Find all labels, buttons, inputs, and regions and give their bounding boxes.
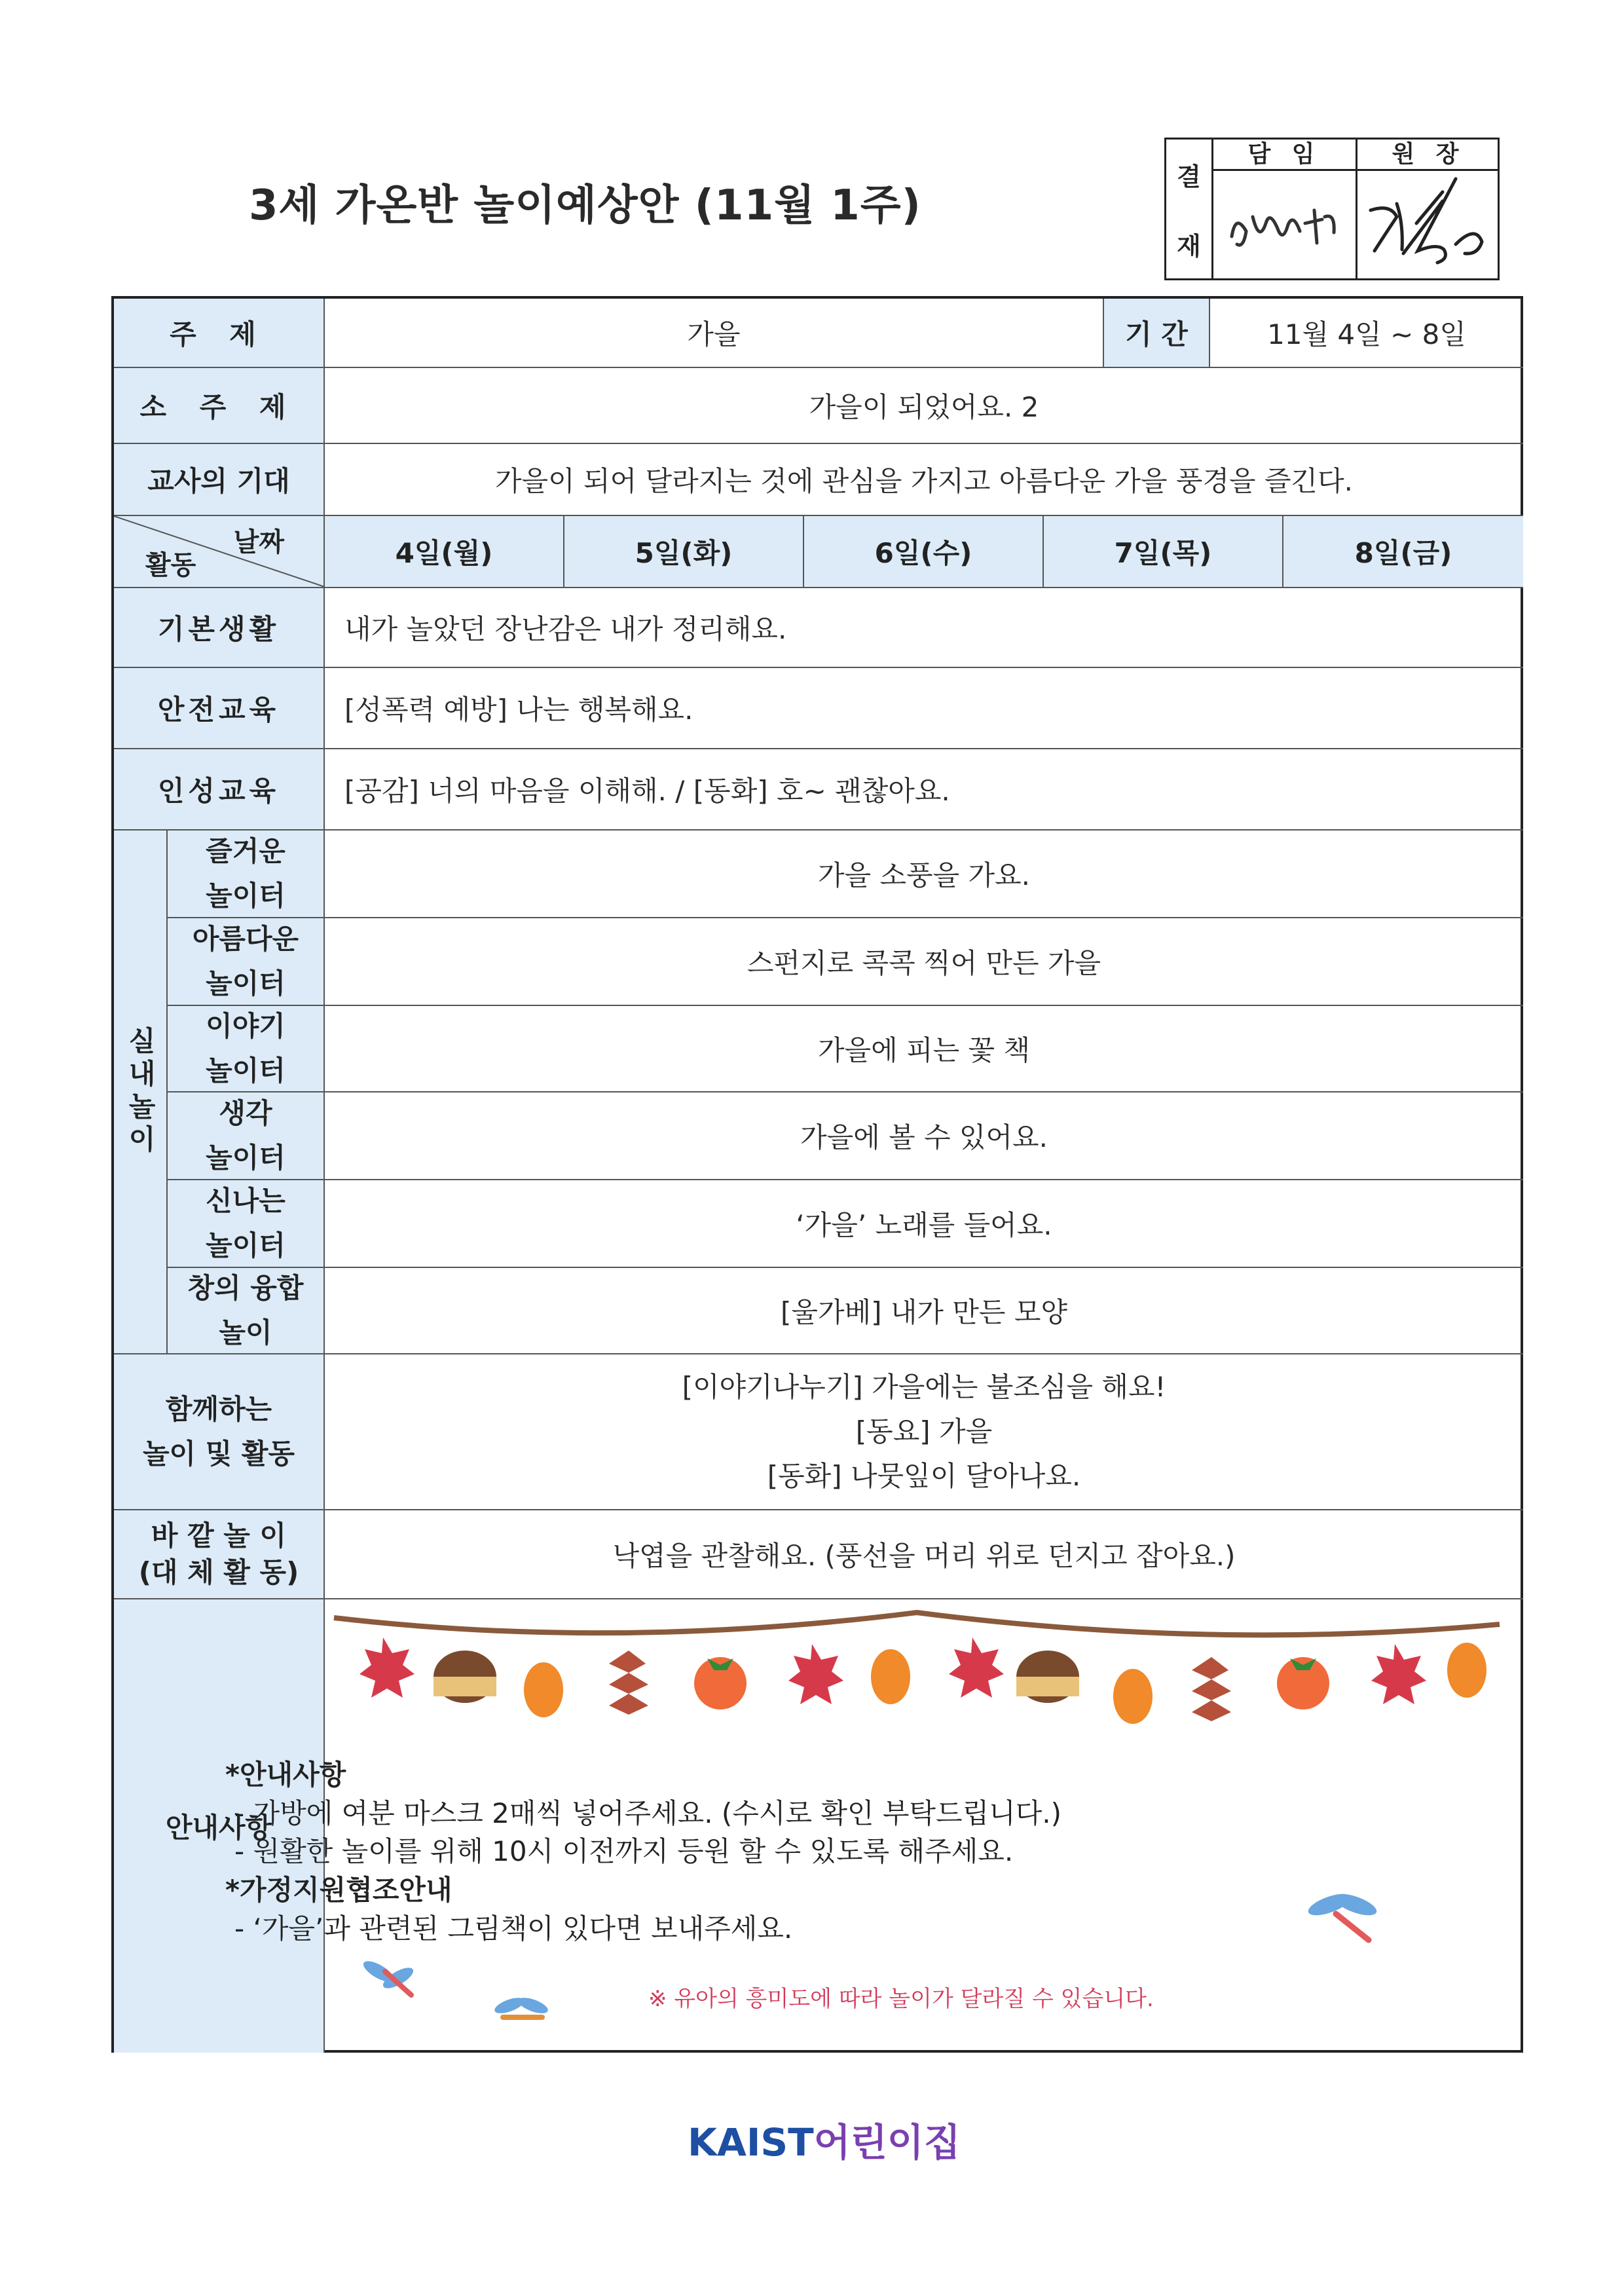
logo-part-1: KAIST — [688, 2120, 814, 2165]
together-line-1: [이야기나누기] 가을에는 불조심을 해요! — [682, 1371, 1166, 1403]
logo-part-2: 어린이집 — [813, 2120, 961, 2165]
chestnut-icon — [434, 1651, 496, 1703]
indoor-area-2-line-1: 아름다운 — [192, 923, 299, 955]
together-line-2: [동요] 가을 — [855, 1415, 993, 1447]
notice-heading-2: *가정지원협조안내 — [225, 1874, 452, 1906]
subtheme-value: 가을이 되었어요. 2 — [325, 368, 1523, 444]
outdoor-value: 낙엽을 관찰해요. (풍선을 머리 위로 던지고 잡아요.) — [325, 1510, 1523, 1599]
indoor-area-2-line-2: 놀이터 — [206, 967, 286, 999]
autumn-garland — [327, 1598, 1506, 1742]
outdoor-label-line-1: 바 깥 놀 이 — [151, 1520, 287, 1552]
oak-leaf-icon — [609, 1651, 648, 1715]
chestnut-icon — [1016, 1651, 1079, 1703]
indoor-area-4 — [168, 1092, 325, 1180]
day-1: 4일(월) — [325, 516, 564, 588]
subtheme-label: 소 주 제 — [114, 368, 325, 444]
basic-life-label: 기본생활 — [114, 588, 325, 668]
basic-life-value: 내가 놀았던 장난감은 내가 정리해요. — [325, 588, 1523, 668]
outdoor-label — [114, 1510, 325, 1599]
safety-value: [성폭력 예방] 나는 행복해요. — [325, 668, 1523, 749]
period-label: 기 간 — [1104, 299, 1210, 368]
indoor-area-5-line-2: 놀이터 — [206, 1229, 286, 1261]
indoor-area-3-line-1: 이야기 — [206, 1010, 286, 1042]
approval-teacher — [1213, 140, 1357, 278]
indoor-area-4-line-2: 놀이터 — [206, 1142, 286, 1174]
indoor-label: 실내놀이 — [114, 830, 168, 1354]
approval-label-1: 결 — [1177, 162, 1201, 191]
indoor-area-2 — [168, 918, 325, 1006]
day-3: 6일(수) — [804, 516, 1044, 588]
indoor-area-6-line-1: 창의 융합 — [187, 1272, 304, 1304]
dragonfly-icon — [359, 1952, 424, 2004]
approval-teacher-header: 담 임 — [1213, 140, 1356, 171]
together-line-3: [동화] 나뭇잎이 달아나요. — [767, 1460, 1081, 1492]
indoor-area-6-line-2: 놀이 — [219, 1316, 272, 1349]
character-value: [공감] 너의 마음을 이해해. / [동화] 호~ 괜찮아요. — [325, 749, 1523, 830]
maple-leaf-icon — [788, 1644, 843, 1704]
day-corner — [114, 516, 325, 588]
approval-director-header: 원 장 — [1357, 140, 1500, 171]
theme-value: 가을 — [325, 299, 1104, 368]
leaf-icon — [1113, 1669, 1153, 1724]
indoor-value-3: 가을에 피는 꽃 책 — [325, 1006, 1523, 1092]
indoor-area-4-line-1: 생각 — [219, 1097, 272, 1129]
leaf-icon — [871, 1649, 910, 1704]
notice-heading-1: *안내사항 — [225, 1759, 346, 1791]
indoor-area-1-line-2: 놀이터 — [206, 880, 286, 912]
period-value: 11월 4일 ~ 8일 — [1210, 299, 1523, 368]
notice-line-2: - 원활한 놀이를 위해 10시 이전까지 등원 할 수 있도록 해주세요. — [234, 1835, 1014, 1867]
indoor-area-1 — [168, 830, 325, 918]
day-2: 5일(화) — [564, 516, 804, 588]
safety-label: 안전교육 — [114, 668, 325, 749]
notice-warning: ※ 유아의 흥미도에 따라 놀이가 달라질 수 있습니다. — [648, 1986, 1154, 2012]
indoor-value-1: 가을 소풍을 가요. — [325, 830, 1523, 918]
expectation-value: 가을이 되어 달라지는 것에 관심을 가지고 아름다운 가을 풍경을 즐긴다. — [325, 444, 1523, 516]
kaist-logo — [688, 2112, 961, 2167]
director-signature — [1357, 171, 1498, 276]
persimmon-icon — [1277, 1657, 1329, 1709]
notice-line-3: - ‘가을’과 관련된 그림책이 있다면 보내주세요. — [234, 1912, 793, 1945]
page-title: 3세 가온반 놀이예상안 (11월 1주) — [249, 181, 921, 230]
indoor-value-5: ‘가을’ 노래를 들어요. — [325, 1180, 1523, 1268]
corner-date: 날짜 — [233, 527, 284, 557]
notice-label: 안내사항 — [114, 1599, 325, 2053]
theme-label: 주 제 — [114, 299, 325, 368]
indoor-area-3-line-2: 놀이터 — [206, 1054, 286, 1087]
day-5: 8일(금) — [1283, 516, 1523, 588]
indoor-value-6: [울가베] 내가 만든 모양 — [325, 1268, 1523, 1354]
corner-activity: 활동 — [145, 550, 196, 580]
together-value — [325, 1354, 1523, 1510]
approval-label-2: 재 — [1177, 231, 1201, 261]
dragonfly-icon — [1303, 1881, 1388, 1947]
dragonfly-icon — [490, 1988, 555, 2034]
indoor-area-5-line-1: 신나는 — [206, 1185, 286, 1217]
together-label-line-1: 함께하는 — [165, 1393, 272, 1425]
indoor-value-4: 가을에 볼 수 있어요. — [325, 1092, 1523, 1180]
together-label — [114, 1354, 325, 1510]
maple-leaf-icon — [949, 1637, 1004, 1698]
oak-leaf-icon — [1192, 1657, 1231, 1721]
approval-director — [1357, 140, 1500, 278]
together-label-line-2: 놀이 및 활동 — [142, 1438, 295, 1470]
indoor-area-3 — [168, 1006, 325, 1092]
notice-line-1: - 가방에 여분 마스크 2매씩 넣어주세요. (수시로 확인 부탁드립니다.) — [234, 1797, 1062, 1829]
indoor-area-5 — [168, 1180, 325, 1268]
maple-leaf-icon — [1371, 1644, 1426, 1704]
maple-leaf-icon — [360, 1637, 415, 1698]
indoor-value-2: 스펀지로 콕콕 찍어 만든 가을 — [325, 918, 1523, 1006]
leaf-icon — [524, 1662, 563, 1717]
approval-box — [1164, 138, 1500, 280]
outdoor-label-line-2: (대 체 활 동) — [138, 1556, 299, 1588]
character-label: 인성교육 — [114, 749, 325, 830]
expectation-label: 교사의 기대 — [114, 444, 325, 516]
indoor-area-1-line-1: 즐거운 — [206, 835, 286, 867]
approval-label — [1166, 140, 1213, 278]
leaf-icon — [1447, 1643, 1486, 1698]
day-4: 7일(목) — [1044, 516, 1283, 588]
indoor-area-6 — [168, 1268, 325, 1354]
persimmon-icon — [694, 1657, 747, 1709]
teacher-signature — [1213, 171, 1355, 276]
